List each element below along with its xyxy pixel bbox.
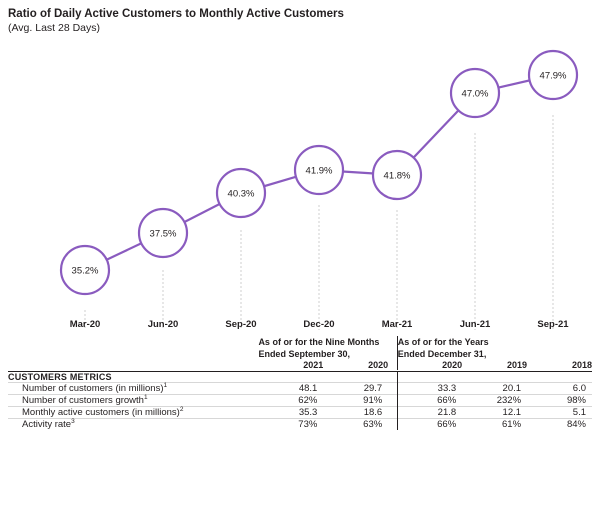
header-gap — [388, 336, 397, 360]
cell-0-nine-2021: 48.1 — [258, 383, 323, 395]
cell-0-year-2018: 6.0 — [527, 383, 592, 395]
page-title: Ratio of Daily Active Customers to Monthly Active Customers — [8, 8, 344, 20]
cell-3-nine-2020: 63% — [323, 419, 388, 431]
cell-0-year-2020: 33.3 — [397, 383, 462, 395]
cell-2-gap — [388, 407, 397, 419]
x-tick-1: Jun-20 — [147, 319, 179, 330]
point-label-6: 47.9% — [539, 70, 567, 82]
header-group-years — [397, 336, 592, 360]
header-group-years-line1: As of or for the Years — [397, 337, 489, 347]
row-label-activity-rate — [8, 419, 258, 431]
cell-0-year-2019: 20.1 — [462, 383, 527, 395]
section-divider-3 — [527, 372, 592, 383]
row-label-text: Number of customers (in millions) — [22, 383, 164, 394]
col-header-nine-2021: 2021 — [303, 360, 324, 370]
table-header-groups-row — [8, 336, 592, 360]
row-label-text: Monthly active customers (in millions) — [22, 407, 180, 418]
row-footnote: 3 — [71, 417, 75, 425]
section-gap — [388, 372, 397, 383]
table-row — [8, 419, 592, 431]
row-label-monthly-active — [8, 407, 258, 419]
row-label-customers — [8, 383, 258, 395]
point-label-5: 47.0% — [461, 88, 489, 100]
x-tick-2: Sep-20 — [225, 319, 257, 330]
header-years-spacer — [8, 360, 258, 370]
x-tick-3: Dec-20 — [303, 319, 335, 330]
table-row — [8, 383, 592, 395]
x-tick-6: Sep-21 — [537, 319, 569, 330]
cell-1-nine-2020: 91% — [323, 395, 388, 407]
row-footnote: 1 — [143, 393, 148, 401]
x-tick-5: Jun-21 — [459, 319, 491, 330]
x-axis-labels — [70, 319, 570, 330]
cell-2-year-2020: 21.8 — [397, 407, 462, 419]
table-row — [8, 395, 592, 407]
row-footnote: 1 — [163, 381, 168, 389]
table-header-years-row — [8, 360, 592, 370]
line-chart-svg — [0, 40, 600, 330]
cell-2-nine-2021: 35.3 — [258, 407, 323, 419]
table-section-header — [8, 372, 592, 383]
metrics-table — [8, 336, 592, 430]
cell-1-year-2019: 232% — [462, 395, 527, 407]
cell-3-year-2018: 84% — [527, 419, 592, 431]
section-title: CUSTOMERS METRICS — [8, 372, 112, 382]
x-tick-0: Mar-20 — [69, 319, 101, 330]
metrics-table-wrap — [8, 336, 592, 430]
cell-2-nine-2020: 18.6 — [323, 407, 388, 419]
header-group-nine-months — [258, 336, 388, 360]
cell-1-year-2020: 66% — [397, 395, 462, 407]
col-header-year-2018: 2018 — [571, 360, 592, 370]
chart-area — [0, 40, 600, 330]
point-label-4: 41.8% — [383, 170, 411, 182]
point-label-2: 40.3% — [227, 188, 255, 200]
col-header-nine-2020: 2020 — [368, 360, 389, 370]
cell-0-gap — [388, 383, 397, 395]
cell-3-year-2019: 61% — [462, 419, 527, 431]
col-header-year-2019: 2019 — [507, 360, 528, 370]
header-group-nine-months-line1: As of or for the Nine Months — [258, 337, 380, 347]
cell-3-gap — [388, 419, 397, 431]
cell-0-nine-2020: 29.7 — [323, 383, 388, 395]
table-row — [8, 407, 592, 419]
header-group-nine-months-line2: Ended September 30, — [258, 349, 350, 359]
point-label-0: 35.2% — [71, 265, 99, 277]
cell-1-nine-2021: 62% — [258, 395, 323, 407]
x-tick-4: Mar-21 — [381, 319, 413, 330]
section-divider-1 — [397, 372, 462, 383]
section-divider-2 — [462, 372, 527, 383]
row-label-text: Activity rate — [22, 419, 72, 430]
row-footnote: 2 — [179, 405, 184, 413]
header-spacer — [8, 336, 258, 360]
row-label-customers-growth — [8, 395, 258, 407]
col-header-year-2020: 2020 — [397, 360, 462, 370]
row-label-text: Number of customers growth — [22, 395, 144, 406]
cell-3-year-2020: 66% — [397, 419, 462, 431]
page-subtitle: (Avg. Last 28 Days) — [8, 22, 101, 34]
cell-3-nine-2021: 73% — [258, 419, 323, 431]
point-label-1: 37.5% — [149, 228, 177, 240]
point-label-3: 41.9% — [305, 165, 333, 177]
header-years-gap — [388, 360, 397, 370]
title-block — [8, 7, 588, 35]
cell-1-year-2018: 98% — [527, 395, 592, 407]
cell-1-gap — [388, 395, 397, 407]
cell-2-year-2018: 5.1 — [527, 407, 592, 419]
cell-2-year-2019: 12.1 — [462, 407, 527, 419]
header-group-years-line2: Ended December 31, — [397, 349, 487, 359]
